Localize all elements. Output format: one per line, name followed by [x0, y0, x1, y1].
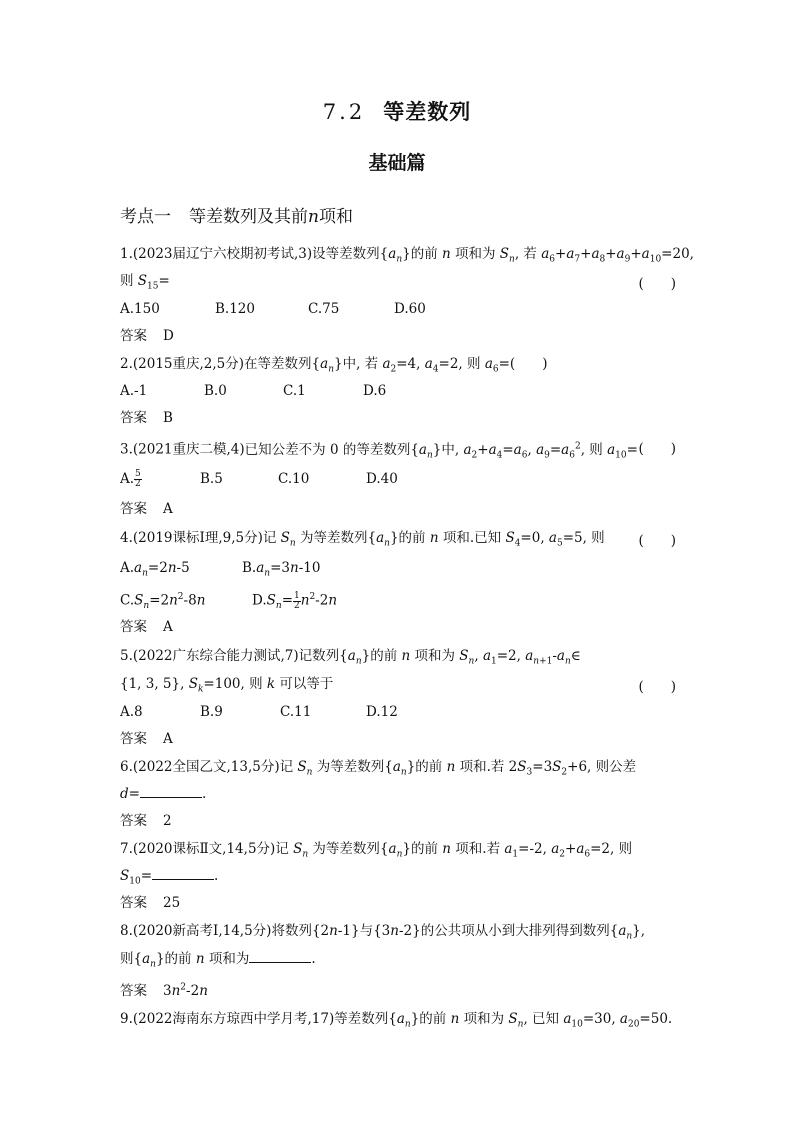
q7-source: 7.(2020课标Ⅱ文,14,5分) [120, 841, 276, 857]
q3-option-b: B.5 [200, 471, 223, 487]
q8-answer-value: $3n^2-2n$ [163, 982, 208, 999]
q1-options [120, 300, 676, 318]
section-title: 基础篇 [368, 152, 426, 174]
q4-answer-value: A [163, 619, 173, 635]
q5-option-b: B.9 [200, 704, 223, 720]
q4-option-d: $D.S_n=$ $\frac{1}{2}$ $n^2-2n$ [252, 590, 338, 612]
q9-source: 9.(2022海南东方琼西中学月考,17) [120, 1011, 335, 1027]
q3-answer [120, 500, 676, 518]
answer-blank[interactable] [140, 785, 202, 798]
q4-answer [120, 618, 676, 636]
chapter-name: 等差数列 [383, 99, 472, 124]
q2-option-b: B.0 [204, 383, 227, 399]
q5-option-a: A.8 [120, 704, 143, 720]
q2-option-c: C.1 [283, 383, 306, 399]
q5-options [120, 703, 676, 721]
answer-label: 答案 [120, 501, 147, 517]
q2-answer [120, 409, 676, 427]
answer-label: 答案 [120, 328, 147, 344]
q1-option-c: C.75 [308, 301, 340, 317]
q1-source: 1.(2023届辽宁六校期初考试,3) [120, 246, 313, 262]
q5-source: 5.(2022广东综合能力测试,7) [120, 648, 299, 664]
q2-text: 在等差数列$\{a_n\}$中, 若 $a_2=4$, $a_4=2$, 则 $a_6=$( ) [244, 356, 548, 375]
question-6-line-2: d= . [120, 786, 207, 802]
question-1-line-2: 则 $S_{15}=$ [120, 273, 170, 292]
q8-answer [120, 978, 676, 1000]
question-6-line-1 [120, 758, 676, 782]
q5-option-d: D.12 [366, 704, 398, 720]
question-9 [120, 1010, 676, 1034]
topic-name-n: n [308, 207, 319, 227]
q5-option-c: C.11 [280, 704, 312, 720]
q3-text: 已知公差不为 0 的等差数列$\{a_n\}$中, $a_2+a_4=a_6$, $a_9=a_6^2$, 则 $a_{10}=$ [244, 441, 638, 461]
q3-option-d: D.40 [366, 471, 398, 487]
answer-blank[interactable] [249, 950, 311, 963]
q5-answer [120, 730, 676, 748]
q9-text: 等差数列$\{a_n\}$的前 n 项和为 $S_n$, 已知 $a_{10}=30$, $a_{20}=50$. [334, 1011, 673, 1030]
q2-option-d: D.6 [363, 383, 387, 399]
q1-answer-paren: ( ) [638, 276, 676, 292]
q4-answer-paren: ( ) [638, 533, 676, 549]
question-1-line-1 [120, 245, 694, 269]
q3-source: 3.(2021重庆二模,4) [120, 441, 245, 458]
question-7-line-2: $S_{10}=$ . [120, 868, 219, 887]
question-5-line-2: {1, 3, 5}, $S_k=100$, 则 k 可以等于 [120, 676, 334, 695]
q7-answer [120, 894, 676, 912]
q8-source: 8.(2020新高考Ⅰ,14,5分) [120, 923, 272, 939]
q4-option-c: $C.S_n=2n^2-8n$ [120, 592, 206, 612]
q3-option-c: C.10 [278, 471, 310, 487]
q1-answer-value: D [163, 328, 174, 344]
topic-name-post: 项和 [318, 207, 353, 227]
q1-option-a: A.150 [120, 301, 160, 317]
answer-label: 答案 [120, 895, 147, 911]
question-8-line-2: 则$\{a_n\}$的前 n 项和为 . [120, 951, 316, 970]
q5-text: 记数列$\{a_n\}$的前 n 项和为 $S_n$, $a_1=2$, $a_{n+1}-a_n\in$ [298, 648, 581, 667]
answer-label: 答案 [120, 619, 147, 635]
q3-option-a: A. $\frac{5}{2}$ [120, 469, 141, 489]
q6-source: 6.(2022全国乙文,13,5分) [120, 759, 280, 775]
q7-answer-value: 25 [163, 895, 181, 911]
topic-label: 考点一 [120, 207, 171, 227]
q1-option-b: B.120 [215, 301, 255, 317]
q4-source: 4.(2019课标Ⅰ理,9,5分) [120, 530, 263, 546]
q1-option-d: D.60 [394, 301, 426, 317]
q7-text: 记 $S_n$ 为等差数列$\{a_n\}$的前 n 项和.若 $a_1=-2$, $a_2+a_6=2$, 则 [275, 841, 633, 860]
q2-answer-value: B [163, 410, 173, 426]
fraction: $\frac{1}{2}$ [294, 590, 300, 611]
answer-label: 答案 [120, 813, 147, 829]
q3-options [120, 470, 676, 489]
question-3 [120, 437, 676, 464]
q8-text: 将数列{2n-1}与{3n-2}的公共项从小到大排列得到数列$\{a_n\}$, [271, 923, 646, 942]
q6-text: 记 $S_n$ 为等差数列$\{a_n\}$的前 n 项和.若 $2S_3=3S_2+6$, 则公差 [279, 759, 637, 778]
q6-answer [120, 812, 676, 830]
q4-text: 记 $S_n$ 为等差数列$\{a_n\}$的前 n 项和.已知 $S_4=0$, $a_5=5$, 则 [262, 530, 605, 549]
answer-label: 答案 [120, 982, 147, 999]
answer-label: 答案 [120, 731, 147, 747]
question-5-line-1 [120, 647, 676, 671]
answer-blank[interactable] [152, 867, 214, 880]
q6-answer-value: 2 [163, 813, 172, 829]
fraction: $\frac{5}{2}$ [135, 469, 141, 489]
q4-options-row-1 [120, 559, 676, 583]
answer-label: 答案 [120, 410, 147, 426]
q3-answer-paren: ( ) [638, 441, 676, 457]
q2-source: 2.(2015重庆,2,5分) [120, 356, 245, 372]
q1-answer [120, 327, 676, 345]
q3-answer-value: A [163, 501, 173, 517]
question-2 [120, 355, 676, 379]
topic-name-pre: 等差数列及其前 [189, 207, 308, 227]
q4-option-b: $B.a_n=3n-10$ [242, 560, 321, 579]
q1-text: 设等差数列$\{a_n\}$的前 n 项和为 $S_n$, 若 $a_6+a_7+a_8+a_9+a_{10}=20$, [312, 246, 694, 265]
question-4 [120, 529, 676, 553]
q2-option-a: A.-1 [120, 383, 148, 399]
q4-options-row-2 [120, 588, 676, 615]
q4-option-a: $A.a_n=2n-5$ [120, 560, 190, 579]
q5-answer-paren: ( ) [638, 679, 676, 695]
chapter-title [0, 96, 794, 126]
chapter-number: 7.2 [322, 100, 366, 124]
question-7-line-1 [120, 840, 676, 864]
q2-options [120, 382, 676, 400]
question-8-line-1 [120, 922, 676, 946]
q5-answer-value: A [163, 731, 173, 747]
topic-heading [120, 202, 353, 227]
